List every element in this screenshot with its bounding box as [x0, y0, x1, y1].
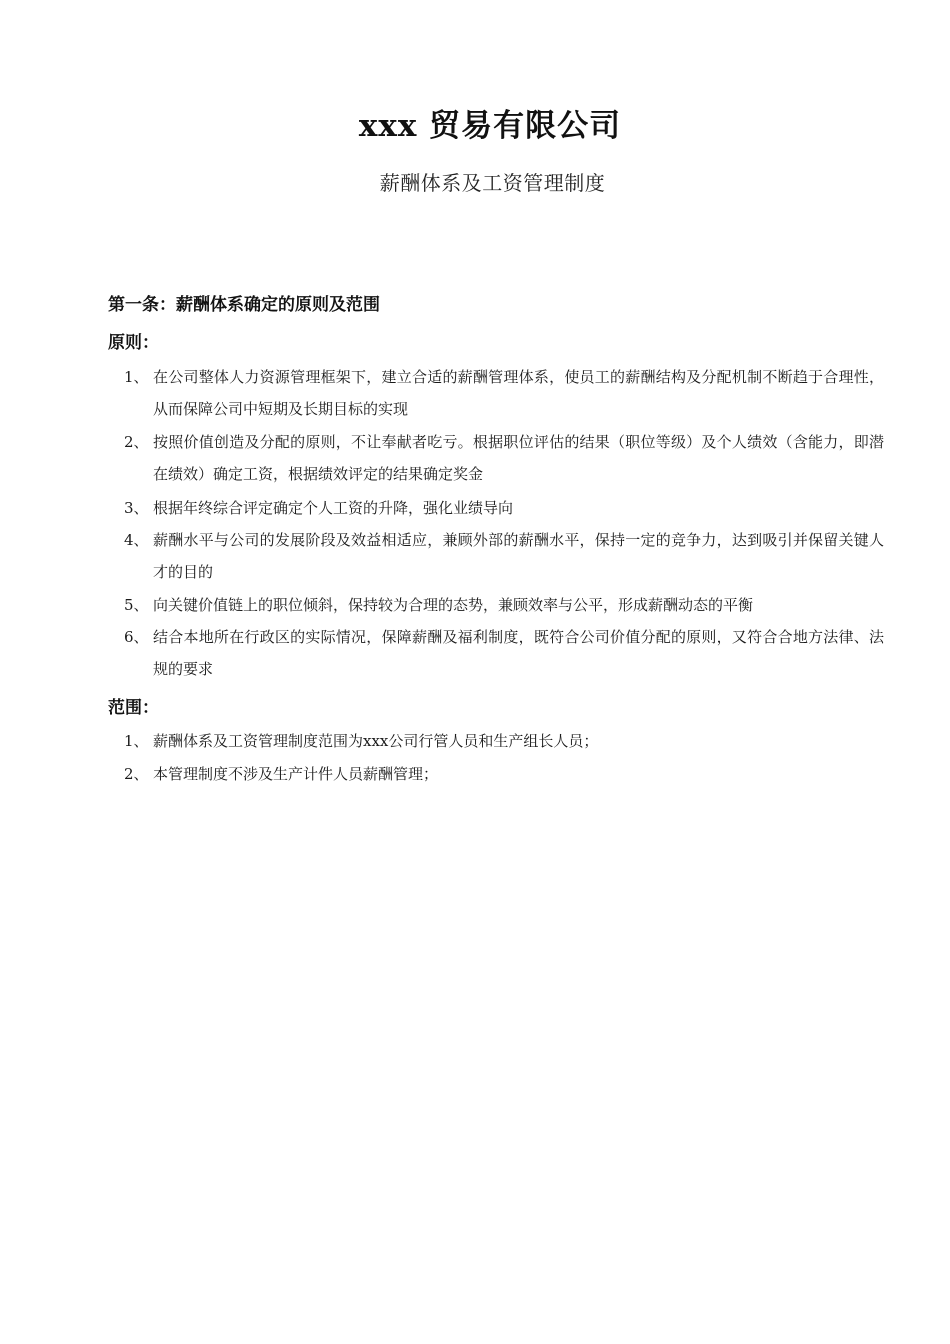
item-text: 根据年终综合评定确定个人工资的升降，强化业绩导向 — [153, 499, 514, 517]
item-number: 4、 — [124, 531, 149, 549]
item-text: 向关键价值链上的职位倾斜，保持较为合理的态势，兼顾效率与公平，形成薪酬动态的平衡 — [153, 596, 754, 614]
item-number: 6、 — [124, 628, 149, 646]
scope-item — [124, 725, 884, 757]
document-title — [0, 100, 950, 145]
scope-item — [124, 758, 884, 790]
principle-item — [124, 426, 884, 490]
item-number: 2、 — [124, 433, 149, 451]
article-heading: 第一条：薪酬体系确定的原则及范围 — [108, 295, 380, 315]
item-number: 2、 — [124, 765, 149, 783]
principle-item — [124, 492, 884, 524]
principle-item — [124, 621, 884, 685]
principles-heading: 原则： — [108, 333, 159, 353]
item-text: 结合本地所在行政区的实际情况，保障薪酬及福利制度，既符合公司价值分配的原则，又符合合地方法律、法规的要求 — [153, 628, 884, 678]
principle-item — [124, 589, 884, 621]
item-number: 3、 — [124, 499, 149, 517]
document-subtitle: 薪酬体系及工资管理制度 — [379, 171, 606, 195]
item-number: 1、 — [124, 368, 149, 386]
title-cjk: 贸易有限公司 — [429, 108, 622, 144]
scope-heading: 范围： — [108, 698, 159, 718]
principle-item — [124, 524, 884, 588]
item-text: 薪酬水平与公司的发展阶段及效益相适应，兼顾外部的薪酬水平，保持一定的竞争力，达到吸引并保留关键人才的目的 — [153, 531, 884, 581]
item-text: 薪酬体系及工资管理制度范围为xxx公司行管人员和生产组长人员； — [153, 732, 599, 750]
item-text: 本管理制度不涉及生产计件人员薪酬管理； — [153, 765, 439, 783]
principle-item — [124, 361, 884, 425]
item-text: 在公司整体人力资源管理框架下，建立合适的薪酬管理体系，使员工的薪酬结构及分配机制不断趋于合理性，从而保障公司中短期及长期目标的实现 — [153, 368, 884, 418]
item-number: 1、 — [124, 732, 149, 750]
item-text: 按照价值创造及分配的原则，不让奉献者吃亏。根据职位评估的结果（职位等级）及个人绩效（含能力，即潜在绩效）确定工资，根据绩效评定的结果确定奖金 — [153, 433, 884, 483]
title-latin: xxx — [358, 108, 418, 144]
item-number: 5、 — [124, 596, 149, 614]
